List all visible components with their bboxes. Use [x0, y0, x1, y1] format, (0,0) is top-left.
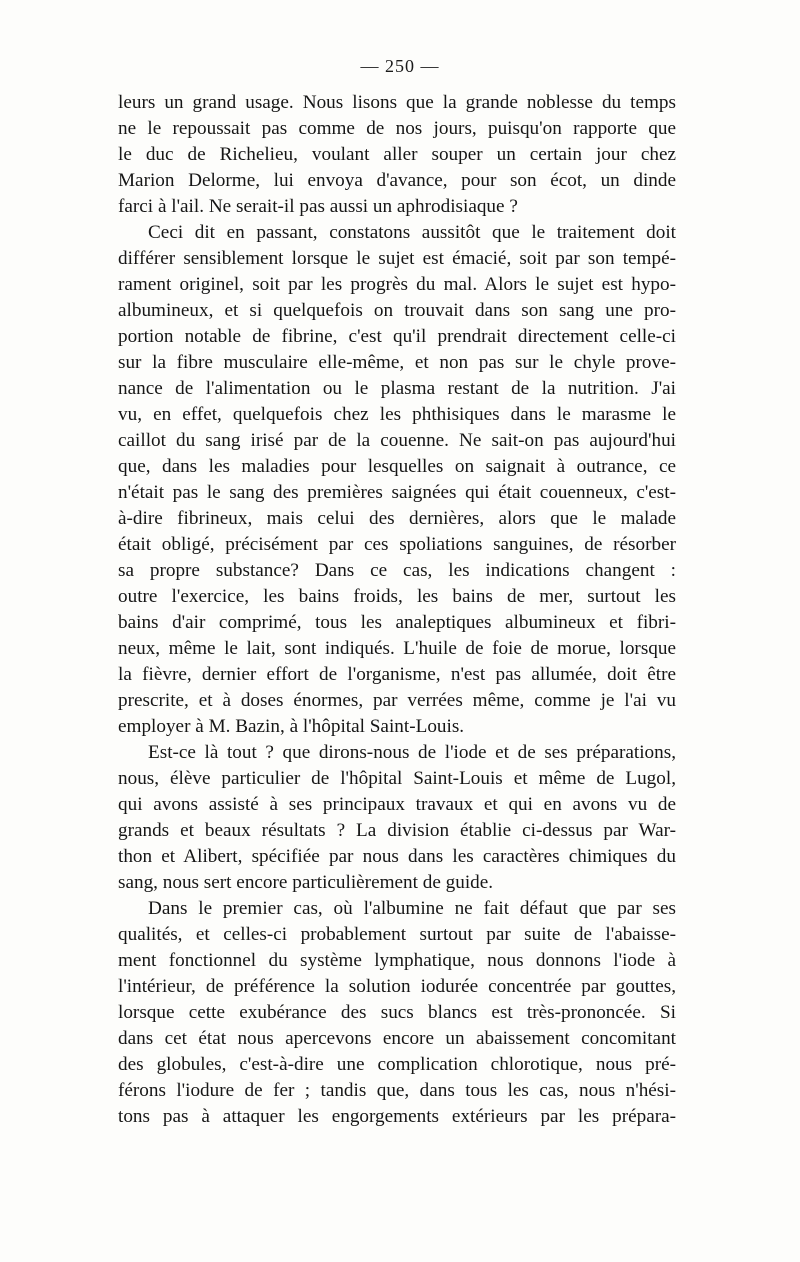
text-line: ment fonctionnel du système lymphatique, nous donnons l'iode à — [118, 950, 676, 971]
text-line: férons l'iodure de fer ; tandis que, dans tous les cas, nous n'hési- — [118, 1080, 676, 1101]
paragraph — [118, 220, 676, 740]
text-line: leurs un grand usage. Nous lisons que la grande noblesse du temps — [118, 92, 676, 113]
text-line: Est-ce là tout ? que dirons-nous de l'iode et de ses préparations, — [148, 742, 676, 763]
text-line: vu, en effet, quelquefois chez les phthisiques dans le marasme le — [118, 404, 676, 425]
text-line: n'était pas le sang des premières saignées qui était couenneux, c'est- — [118, 482, 676, 503]
text-line: différer sensiblement lorsque le sujet est émacié, soit par son tempé- — [118, 248, 676, 269]
text-line: thon et Alibert, spécifiée par nous dans les caractères chimiques du — [118, 846, 676, 867]
text-line: Dans le premier cas, où l'albumine ne fait défaut que par ses — [148, 898, 676, 919]
text-line: l'intérieur, de préférence la solution iodurée concentrée par gouttes, — [118, 976, 676, 997]
text-line: qualités, et celles-ci probablement surtout par suite de l'abaisse- — [118, 924, 676, 945]
text-line: sur la fibre musculaire elle-même, et non pas sur le chyle prove- — [118, 352, 676, 373]
text-line: sang, nous sert encore particulièrement de guide. — [118, 872, 494, 893]
text-line: des globules, c'est-à-dire une complication chlorotique, nous pré- — [118, 1054, 676, 1075]
text-line: prescrite, et à doses énormes, par verrées même, comme je l'ai vu — [118, 690, 676, 711]
paragraph — [118, 740, 676, 896]
text-line: tons pas à attaquer les engorgements extérieurs par les prépara- — [118, 1106, 676, 1127]
text-line: farci à l'ail. Ne serait-il pas aussi un aphrodisiaque ? — [118, 196, 518, 217]
text-line: grands et beaux résultats ? La division établie ci-dessus par War- — [118, 820, 676, 841]
text-line: Ceci dit en passant, constatons aussitôt que le traitement doit — [148, 222, 676, 243]
text-line: qui avons assisté à ses principaux travaux et qui en avons vu de — [118, 794, 676, 815]
text-line: sa propre substance? Dans ce cas, les indications changent : — [118, 560, 676, 581]
text-line: la fièvre, dernier effort de l'organisme, n'est pas allumée, doit être — [118, 664, 676, 685]
text-line: bains d'air comprimé, tous les analeptiques albumineux et fibri- — [118, 612, 676, 633]
text-line: dans cet état nous apercevons encore un abaissement concomitant — [118, 1028, 676, 1049]
text-line: le duc de Richelieu, voulant aller souper un certain jour chez — [118, 144, 676, 165]
text-line: neux, même le lait, sont indiqués. L'huile de foie de morue, lorsque — [118, 638, 676, 659]
text-line: nance de l'alimentation ou le plasma restant de la nutrition. J'ai — [118, 378, 676, 399]
text-line: ne le repoussait pas comme de nos jours, puisqu'on rapporte que — [118, 118, 676, 139]
body-text — [118, 90, 676, 1130]
text-line: rament originel, soit par les progrès du mal. Alors le sujet est hypo- — [118, 274, 676, 295]
text-line: lorsque cette exubérance des sucs blancs est très-prononcée. Si — [118, 1002, 676, 1023]
text-line: caillot du sang irisé par de la couenne. Ne sait-on pas aujourd'hui — [118, 430, 676, 451]
text-line: nous, élève particulier de l'hôpital Saint-Louis et même de Lugol, — [118, 768, 676, 789]
text-line: albumineux, et si quelquefois on trouvait dans son sang une pro- — [118, 300, 676, 321]
paragraph — [118, 896, 676, 1130]
paragraph — [118, 90, 676, 220]
text-line: était obligé, précisément par ces spoliations sanguines, de résorber — [118, 534, 676, 555]
text-line: employer à M. Bazin, à l'hôpital Saint-Louis. — [118, 716, 465, 737]
text-line: portion notable de fibrine, c'est qu'il prendrait directement celle-ci — [118, 326, 676, 347]
text-line: à-dire fibrineux, mais celui des dernières, alors que le malade — [118, 508, 676, 529]
text-line: outre l'exercice, les bains froids, les bains de mer, surtout les — [118, 586, 676, 607]
text-line: Marion Delorme, lui envoya d'avance, pour son écot, un dinde — [118, 170, 676, 191]
text-line: que, dans les maladies pour lesquelles on saignait à outrance, ce — [118, 456, 676, 477]
page-number: — 250 — — [360, 56, 440, 76]
